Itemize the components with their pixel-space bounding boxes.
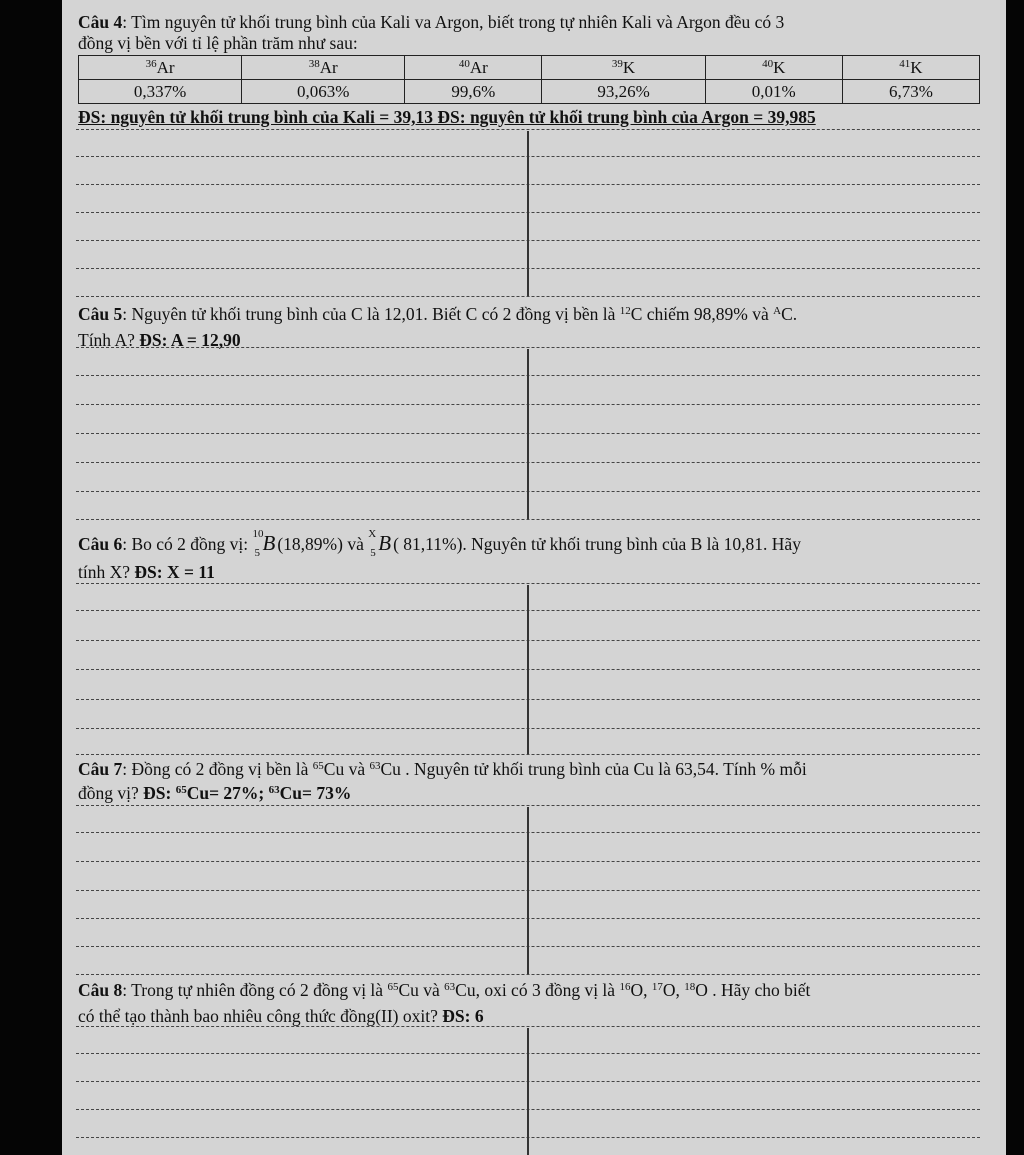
isotope-value-cell: 99,6% xyxy=(405,80,542,104)
isotope-value-cell: 6,73% xyxy=(842,80,979,104)
answer-line xyxy=(76,754,980,755)
q7-label: Câu 7 xyxy=(78,759,123,779)
column-divider xyxy=(527,585,529,754)
q6-line1: Câu 6: Bo có 2 đồng vị: 10 5 B (18,89%) và X 5 B ( 81,11%). Nguyên tử khối trung bình của B là 10,81. Hãy xyxy=(78,528,801,559)
q7-answer: ĐS: $^{65}$Cu= 27%; $^{63}$Cu= 73% xyxy=(143,783,352,803)
q5-answer: ĐS: A = 12,90 xyxy=(139,330,241,350)
q8-label: Câu 8 xyxy=(78,980,123,1000)
q7-line2: đồng vị? ĐS: $^{65}$Cu= 27%; $^{63}$Cu= 73% xyxy=(78,783,352,803)
isotope-header-cell: $^{40}$K xyxy=(705,56,842,80)
column-divider xyxy=(527,349,529,519)
isotope-value-row xyxy=(79,80,980,104)
isotope-header-cell: $^{38}$Ar xyxy=(242,56,405,80)
isotope-value-cell: 0,337% xyxy=(79,80,242,104)
q4-label: Câu 4 xyxy=(78,12,123,32)
q5-line1: Câu 5: Nguyên tử khối trung bình của C là 12,01. Biết C có 2 đồng vị bền là $^{12}$C chiếm 98,89% và $^A$C. xyxy=(78,304,798,324)
answer-line xyxy=(76,583,980,584)
isotope-header-row xyxy=(79,56,980,80)
answer-line xyxy=(76,347,980,348)
isotope-header-cell: $^{40}$Ar xyxy=(405,56,542,80)
isotope-header-cell: $^{41}$K xyxy=(842,56,979,80)
isotope-table xyxy=(78,55,980,104)
answer-line xyxy=(76,519,980,520)
q8-line1: Câu 8: Trong tự nhiên đồng có 2 đồng vị là $^{65}$Cu và $^{63}$Cu, oxi có 3 đồng vị là $^{16}$O, $^{17}$O, $^{18}$O . Hãy cho biết xyxy=(78,980,811,1000)
q5-line2: Tính A? ĐS: A = 12,90 xyxy=(78,330,241,350)
isotope-value-cell: 93,26% xyxy=(542,80,705,104)
isotope-value-cell: 0,01% xyxy=(705,80,842,104)
q6-line2: tính X? ĐS: X = 11 xyxy=(78,562,215,582)
answer-line xyxy=(76,129,980,130)
answer-line xyxy=(76,974,980,975)
q4-answer: ĐS: nguyên tử khối trung bình của Kali = 39,13 ĐS: nguyên tử khối trung bình của Argon = 39,985 xyxy=(78,107,816,127)
q6-label: Câu 6 xyxy=(78,534,123,554)
q8-line2: có thể tạo thành bao nhiêu công thức đồng(II) oxit? ĐS: 6 xyxy=(78,1006,484,1026)
right-black-border xyxy=(1006,0,1024,1155)
boron-10-isotope: 10 5 B xyxy=(252,528,276,559)
column-divider xyxy=(527,1028,529,1155)
answer-line xyxy=(76,1026,980,1027)
answer-line xyxy=(76,296,980,297)
q5-label: Câu 5 xyxy=(78,304,123,324)
column-divider xyxy=(527,807,529,974)
boron-x-isotope: X 5 B xyxy=(368,528,392,559)
q6-answer: ĐS: X = 11 xyxy=(134,562,215,582)
isotope-value-cell: 0,063% xyxy=(242,80,405,104)
q8-answer: ĐS: 6 xyxy=(442,1006,484,1026)
q4-line2: đồng vị bền với tỉ lệ phần trăm như sau: xyxy=(78,33,358,53)
column-divider xyxy=(527,131,529,296)
q7-line1: Câu 7: Đồng có 2 đồng vị bền là $^{65}$Cu và $^{63}$Cu . Nguyên tử khối trung bình của Cu là 63,54. Tính % mỗi xyxy=(78,759,807,779)
isotope-header-cell: $^{39}$K xyxy=(542,56,705,80)
isotope-header-cell: $^{36}$Ar xyxy=(79,56,242,80)
left-black-border xyxy=(0,0,62,1155)
answer-line xyxy=(76,805,980,806)
q4-line1: Câu 4: Tìm nguyên tử khối trung bình của Kali va Argon, biết trong tự nhiên Kali và Argon đều có 3 xyxy=(78,12,785,32)
